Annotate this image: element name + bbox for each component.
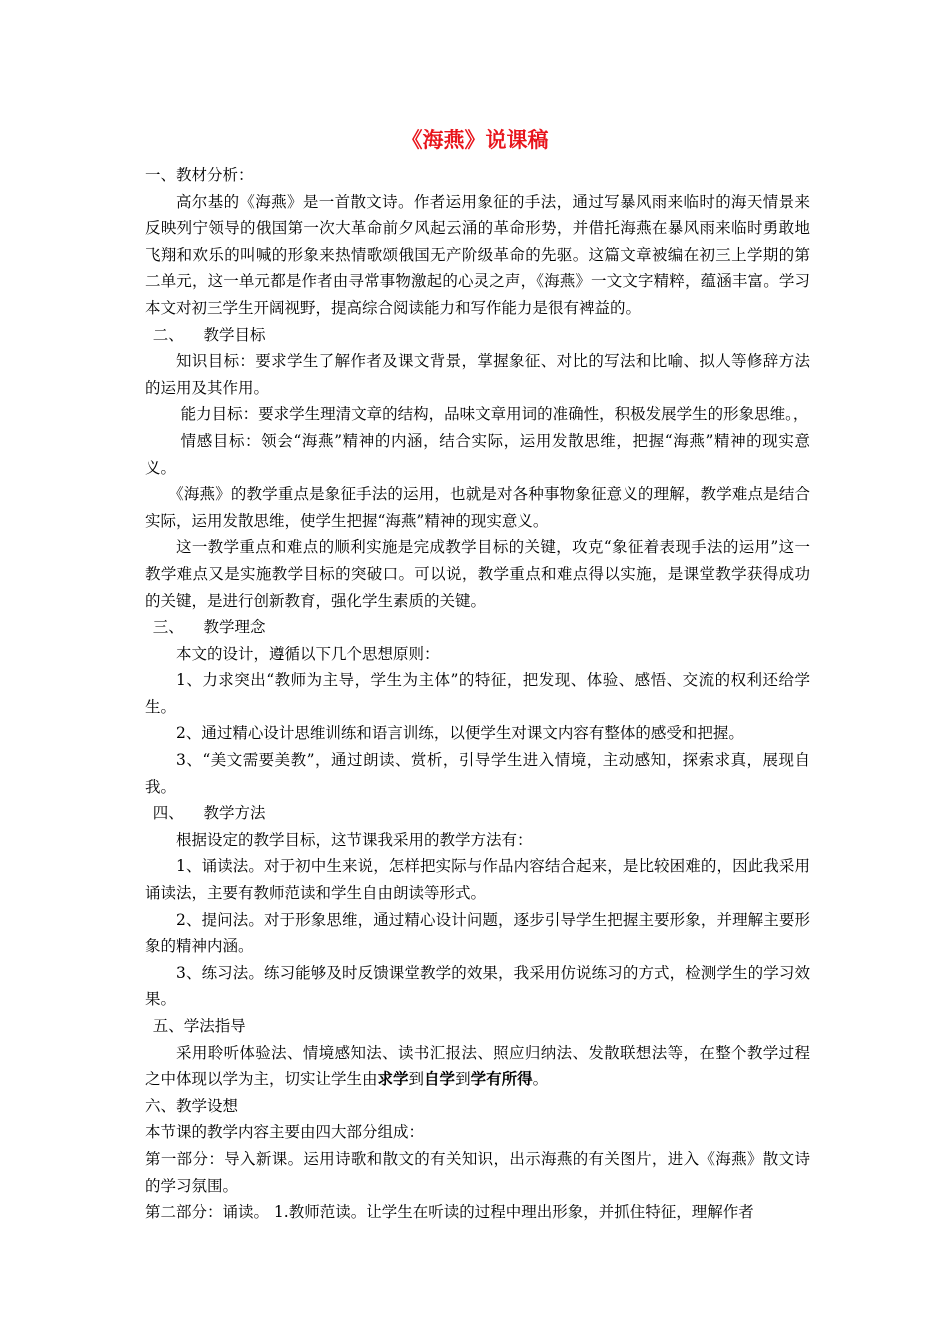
paragraph (145, 1040, 810, 1093)
bold-term: 自学 (424, 1070, 456, 1089)
paragraph: 《海燕》的教学重点是象征手法的运用，也就是对各种事物象征意义的理解，教学难点是结合实际，运用发散思维，使学生把握“海燕”精神的现实意义。 (145, 485, 810, 530)
paragraph: 2、提问法。对于形象思维，通过精心设计问题，逐步引导学生把握主要形象，并理解主要形象的精神内涵。 (145, 910, 810, 956)
paragraph: 3、练习法。练习能够及时反馈课堂教学的效果，我采用仿说练习的方式，检测学生的学习效果。 (145, 963, 810, 1009)
text-run: 。 (532, 1070, 549, 1089)
section-heading-1: 一、教材分析： (145, 166, 254, 184)
paragraph: 情感目标：领会“海燕”精神的内涵，结合实际，运用发散思维，把握“海燕”精神的现实意义。 (145, 431, 810, 477)
paragraph: 根据设定的教学目标，这节课我采用的教学方法有： (176, 830, 533, 849)
bold-term: 学有所得 (470, 1070, 533, 1089)
paragraph: 第一部分：导入新课。运用诗歌和散文的有关知识，出示海燕的有关图片，进入《海燕》散文诗的学习氛围。 (145, 1149, 810, 1195)
text-run: 到 (408, 1070, 425, 1089)
document-title: 《海燕》说课稿 (401, 128, 549, 152)
section-heading-5: 五、学法指导 (152, 1017, 246, 1035)
text-run: 采用聆听体验法、情境感知法、读书汇报法、照应归纳法、发散联想法等，在整个教学过程之中体现以学为主，切实让学生由 (145, 1043, 810, 1089)
paragraph: 1、力求突出“教师为主导，学生为主体”的特征，把发现、体验、感悟、交流的权利还给学生。 (145, 671, 810, 716)
paragraph: 能力目标：要求学生理清文章的结构，品味文章用词的准确性，积极发展学生的形象思维。， (180, 405, 809, 424)
document-body (145, 162, 810, 1226)
section-heading-6: 六、教学设想 (145, 1096, 239, 1115)
text-run: 到 (455, 1070, 471, 1089)
paragraph: 3、“美文需要美教”，通过朗读、赏析，引导学生进入情境，主动感知，探索求真，展现自我。 (145, 751, 810, 796)
paragraph: 知识目标：要求学生了解作者及课文背景，掌握象征、对比的写法和比喻、拟人等修辞方法的运用及其作用。 (145, 352, 810, 397)
paragraph: 高尔基的《海燕》是一首散文诗。作者运用象征的手法，通过写暴风雨来临时的海天情景来反映列宁领导的俄国第一次大革命前夕风起云涌的革命形势，并借托海燕在暴风雨来临时勇敢地飞翔和欢乐的叫喊的形象来热情歌颂俄国无产阶级革命的先驱。这篇文章被编在初三上学期的第二单元，这一单元都是作者由寻常事物激起的心灵之声，《海燕》一文文字精粹，蕴涵丰富。学习本文对初三学生开阔视野，提高综合阅读能力和写作能力是很有裨益的。 (145, 192, 810, 317)
paragraph: 这一教学重点和难点的顺利实施是完成教学目标的关键，攻克“象征着表现手法的运用”这一教学难点又是实施教学目标的突破口。可以说，教学重点和难点得以实施，是课堂教学获得成功的关键，是进行创新教育，强化学生素质的关键。 (145, 538, 810, 610)
section-heading-3: 三、 教学理念 (152, 618, 266, 637)
paragraph: 本节课的教学内容主要由四大部分组成： (145, 1123, 425, 1142)
paragraph: 第二部分：诵读。 1.教师范读。让学生在听读的过程中理出形象，并抓住特征，理解作者 (145, 1203, 754, 1222)
paragraph: 2、通过精心设计思维训练和语言训练，以便学生对课文内容有整体的感受和把握。 (176, 724, 744, 743)
bold-term: 求学 (377, 1070, 409, 1089)
section-heading-4: 四、 教学方法 (152, 804, 266, 823)
paragraph: 本文的设计，遵循以下几个思想原则： (176, 644, 440, 663)
section-heading-2: 二、 教学目标 (152, 325, 266, 344)
paragraph: 1、诵读法。对于初中生来说，怎样把实际与作品内容结合起来，是比较困难的，因此我采用诵读法，主要有教师范读和学生自由朗读等形式。 (145, 857, 810, 903)
